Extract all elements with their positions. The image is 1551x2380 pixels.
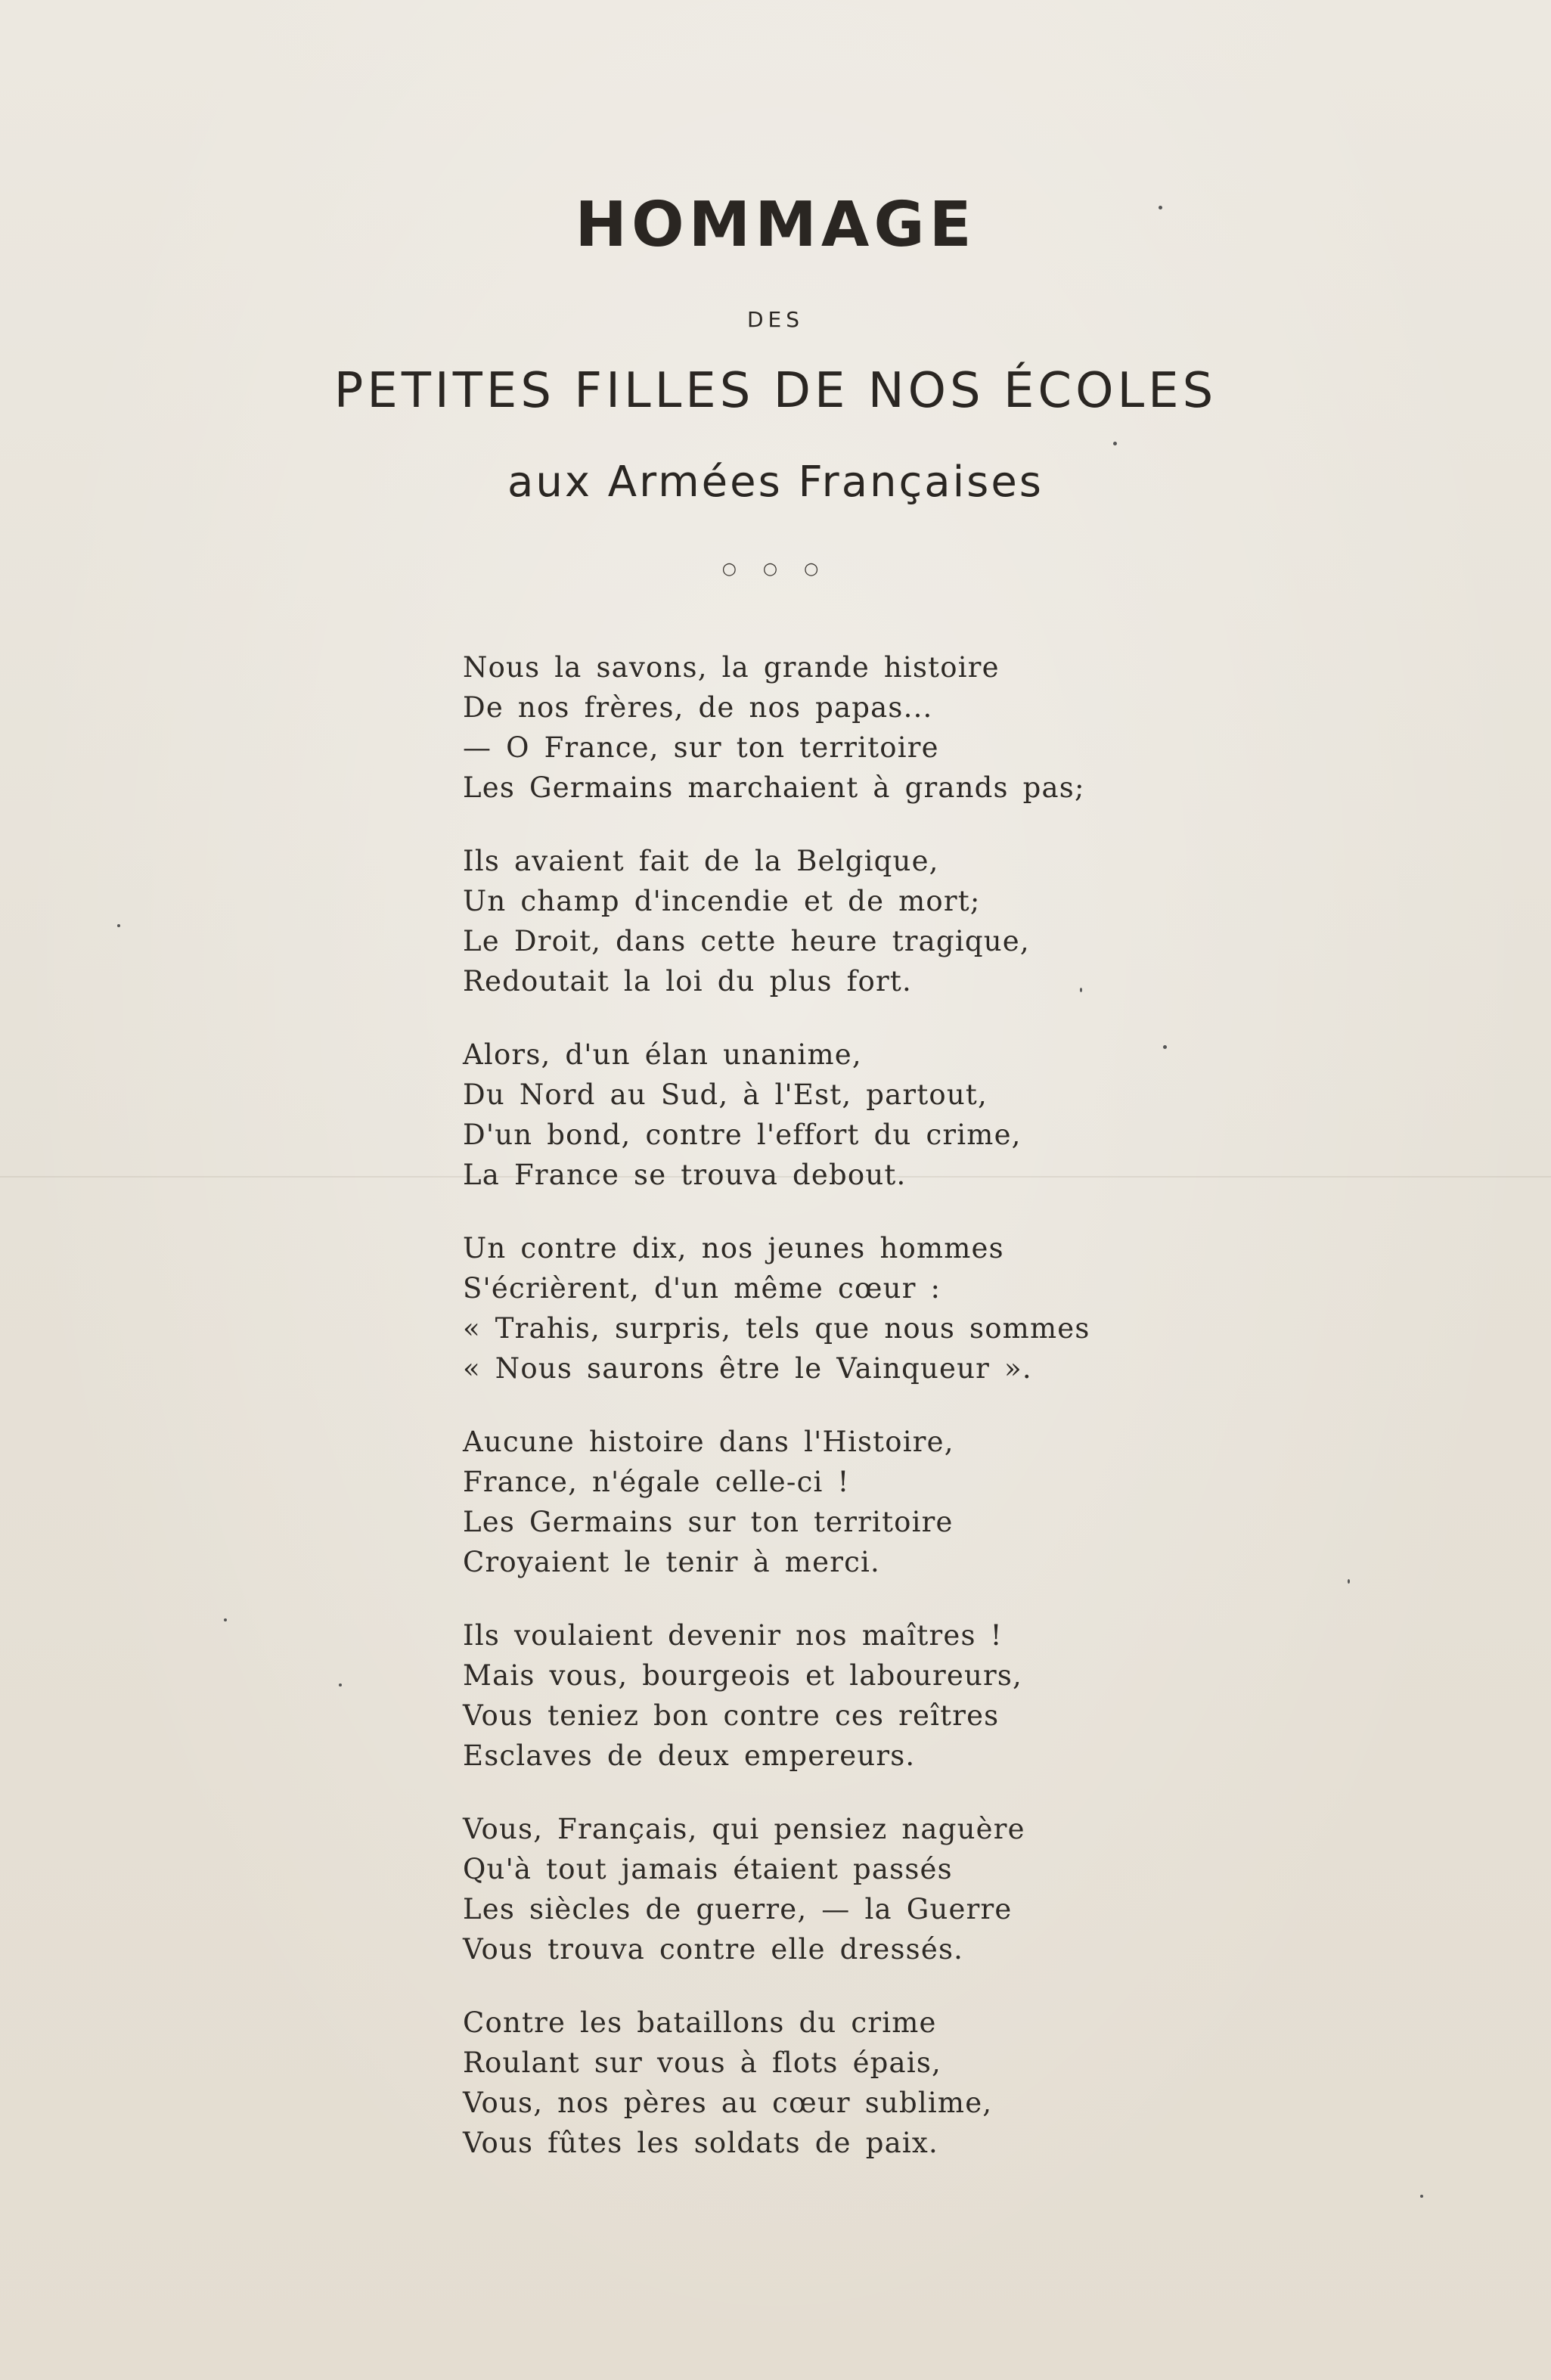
poem-line: Ils voulaient devenir nos maîtres ! xyxy=(463,1619,1003,1652)
poem-line: Aucune histoire dans l'Histoire, xyxy=(463,1426,954,1458)
stanza-1 xyxy=(463,647,1143,808)
poem-line: Le Droit, dans cette heure tragique, xyxy=(463,925,1030,957)
poem-line: S'écrièrent, d'un même cœur : xyxy=(463,1272,941,1305)
poem-line: Du Nord au Sud, à l'Est, partout, xyxy=(463,1078,988,1111)
poem-line: Un champ d'incendie et de mort; xyxy=(463,885,981,917)
paper-speck xyxy=(117,924,120,927)
title-connector: DES xyxy=(746,307,805,332)
poem-line: France, n'égale celle-ci ! xyxy=(463,1466,850,1498)
poem-line: Les siècles de guerre, — la Guerre xyxy=(463,1893,1013,1925)
poem-line: Vous, Français, qui pensiez naguère xyxy=(463,1813,1025,1845)
poem-line: Un contre dix, nos jeunes hommes xyxy=(463,1232,1004,1264)
poem-line: Mais vous, bourgeois et laboureurs, xyxy=(463,1659,1023,1692)
stanza-4 xyxy=(463,1228,1143,1389)
poem-line: Nous la savons, la grande histoire xyxy=(463,651,1000,684)
poem-line: Ils avaient fait de la Belgique, xyxy=(463,845,939,877)
stanza-2 xyxy=(463,841,1143,1001)
poem-line: Les Germains marchaient à grands pas; xyxy=(463,771,1085,804)
poem-line: Esclaves de deux empereurs. xyxy=(463,1739,916,1772)
page-title: HOMMAGE xyxy=(575,189,976,261)
poem-line: Vous teniez bon contre ces reîtres xyxy=(463,1699,1000,1732)
poem-line: Les Germains sur ton territoire xyxy=(463,1506,954,1538)
stanza-8 xyxy=(463,2003,1143,2163)
page-subtitle: PETITES FILLES DE NOS ÉCOLES xyxy=(333,363,1218,419)
paper-speck xyxy=(1113,442,1117,445)
stanza-3 xyxy=(463,1035,1143,1195)
paper-speck xyxy=(1163,1045,1167,1049)
poem-line: Vous trouva contre elle dressés. xyxy=(463,1933,964,1966)
poem-line: Alors, d'un élan unanime, xyxy=(463,1038,862,1071)
poem-line: Croyaient le tenir à merci. xyxy=(463,1546,880,1578)
poem-line: « Nous saurons être le Vainqueur ». xyxy=(463,1352,1032,1385)
paper-speck xyxy=(1159,206,1162,209)
poem-line: D'un bond, contre l'effort du crime, xyxy=(463,1119,1022,1151)
ornament-circles: ○ ○ ○ xyxy=(721,560,830,579)
paper-speck xyxy=(224,1618,227,1621)
poem-line: La France se trouva debout. xyxy=(463,1159,907,1191)
poem-line: Vous, nos pères au cœur sublime, xyxy=(463,2087,993,2119)
stanza-6 xyxy=(463,1615,1143,1776)
paper-speck xyxy=(1080,988,1082,992)
page-dedication: aux Armées Françaises xyxy=(507,458,1044,507)
stanza-5 xyxy=(463,1422,1143,1582)
stanza-7 xyxy=(463,1809,1143,1969)
paper-speck xyxy=(1348,1579,1350,1584)
poem-line: Roulant sur vous à flots épais, xyxy=(463,2046,942,2079)
poem-line: Redoutait la loi du plus fort. xyxy=(463,965,912,998)
poem xyxy=(463,647,1143,2196)
poem-line: De nos frères, de nos papas... xyxy=(463,691,933,724)
paper-speck xyxy=(1420,2195,1423,2198)
poem-line: Vous fûtes les soldats de paix. xyxy=(463,2127,938,2159)
poem-line: « Trahis, surpris, tels que nous sommes xyxy=(463,1312,1090,1345)
poem-line: — O France, sur ton territoire xyxy=(463,731,939,764)
paper-speck xyxy=(339,1683,342,1686)
poem-line: Qu'à tout jamais étaient passés xyxy=(463,1853,953,1885)
poem-line: Contre les bataillons du crime xyxy=(463,2006,937,2039)
